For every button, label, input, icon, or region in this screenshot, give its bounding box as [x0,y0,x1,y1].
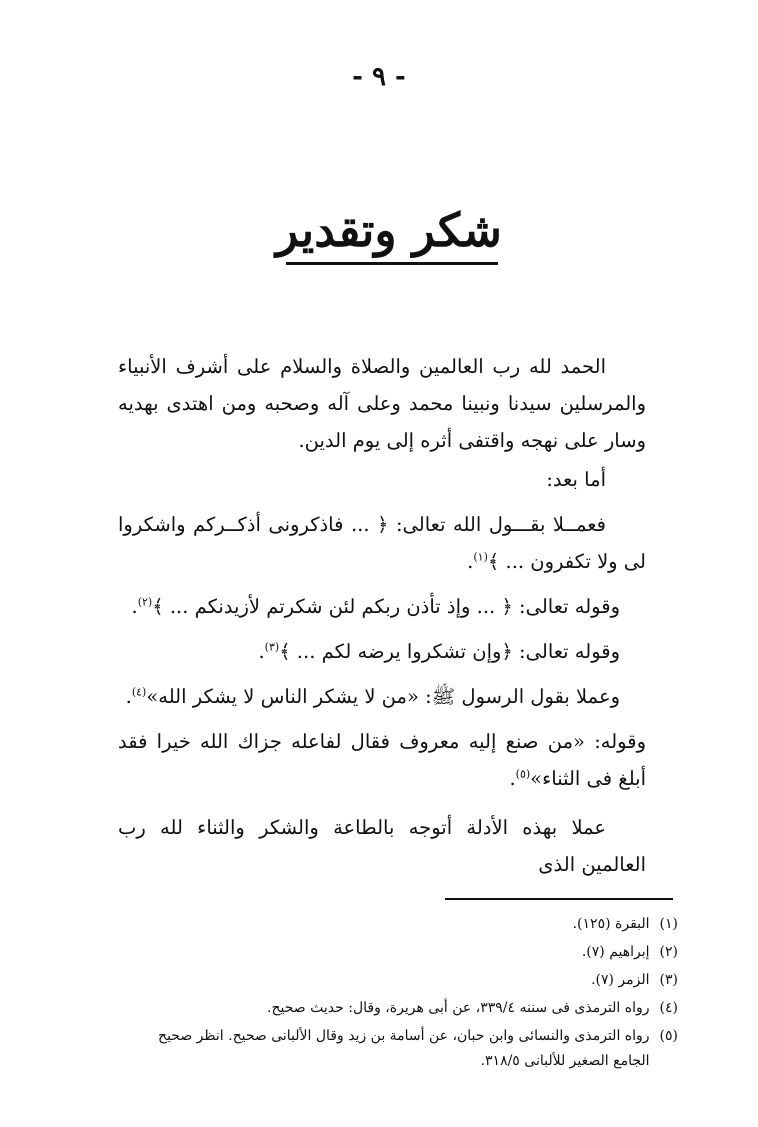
footnote-ref-4: (٤) [131,685,147,699]
hadith-2 [118,723,646,797]
quran-quote-1-text: فعمــلا بقـــول الله تعالى: ﴿ ... فاذكرونى أذكــركم واشكروا لى ولا تكفرون ... ﴾ [118,513,646,573]
footnote-item [118,938,678,966]
quote-3-period: . [258,640,265,663]
footnote-divider [445,898,673,900]
footnote-text: الزمر (٧). [591,972,650,988]
footnote-text: رواه الترمذى فى سننه ٣٣٩/٤، عن أبى هريرة، وقال: حديث صحيح. [267,1000,650,1016]
amma-baad-line: أما بعد: [546,468,606,491]
footnote-item [118,1022,678,1074]
footnote-text: رواه الترمذى والنسائى وابن حبان، عن أسامة بن زيد وقال الألبانى صحيح. انظر صحيح الجامع الصغير للألبانى ٣١٨/٥. [158,1028,650,1069]
footnote-ref-1: (١) [473,550,488,564]
footnote-item [118,966,678,994]
hadith-2-period: . [509,767,516,790]
footnote-number: (٤) [659,1000,678,1016]
intro-paragraph: الحمد لله رب العالمين والصلاة والسلام على أشرف الأنبياء والمرسلين سيدنا ونبينا محمد وعلى آله وصحبه ومن اهتدى بهديه وسار على نهجه واقتفى أثره إلى يوم الدين. [118,355,646,452]
quran-quote-2-text: وقوله تعالى: ﴿ ... وإذ تأذن ربكم لئن شكرتم لأزيدنكم ... ﴾ [152,595,620,618]
footnote-text: البقرة (١٢٥). [572,916,650,932]
footnote-ref-3: (٣) [264,640,280,654]
page-number: - ٩ - [352,62,406,92]
hadith-1-text: وعملا بقول الرسول ﷺ: «من لا يشكر الناس لا يشكر الله» [146,685,620,708]
closing-paragraph: عملا بهذه الأدلة أتوجه بالطاعة والشكر والثناء لله رب العالمين الذى [118,816,646,876]
footnote-number: (١) [659,916,678,932]
footnote-text: إبراهيم (٧). [581,944,650,960]
quote-1-period: . [467,550,474,573]
page-title: شكر وتقدير [276,203,502,257]
body-text [118,348,646,883]
footnotes [118,910,678,1074]
footnote-number: (٥) [659,1028,678,1044]
footnote-number: (٢) [659,944,678,960]
hadith-1 [118,678,646,715]
quran-quote-3-text: وقوله تعالى: ﴿وإن تشكروا يرضه لكم ... ﴾ [279,640,620,663]
hadith-2-text: وقوله: «من صنع إليه معروف فقال لفاعله جزاك الله خيرا فقد أبلغ فى الثناء» [118,730,646,790]
footnote-item [118,994,678,1022]
footnote-ref-5: (٥) [515,767,531,781]
quote-2-period: . [131,595,138,618]
footnote-ref-2: (٢) [137,595,153,609]
footnote-item [118,910,678,938]
quran-quote-1 [118,506,646,580]
title-underline [286,262,498,265]
footnote-number: (٣) [659,972,678,988]
hadith-1-period: . [125,685,132,708]
quran-quote-2 [118,588,646,625]
quran-quote-3 [118,633,646,670]
